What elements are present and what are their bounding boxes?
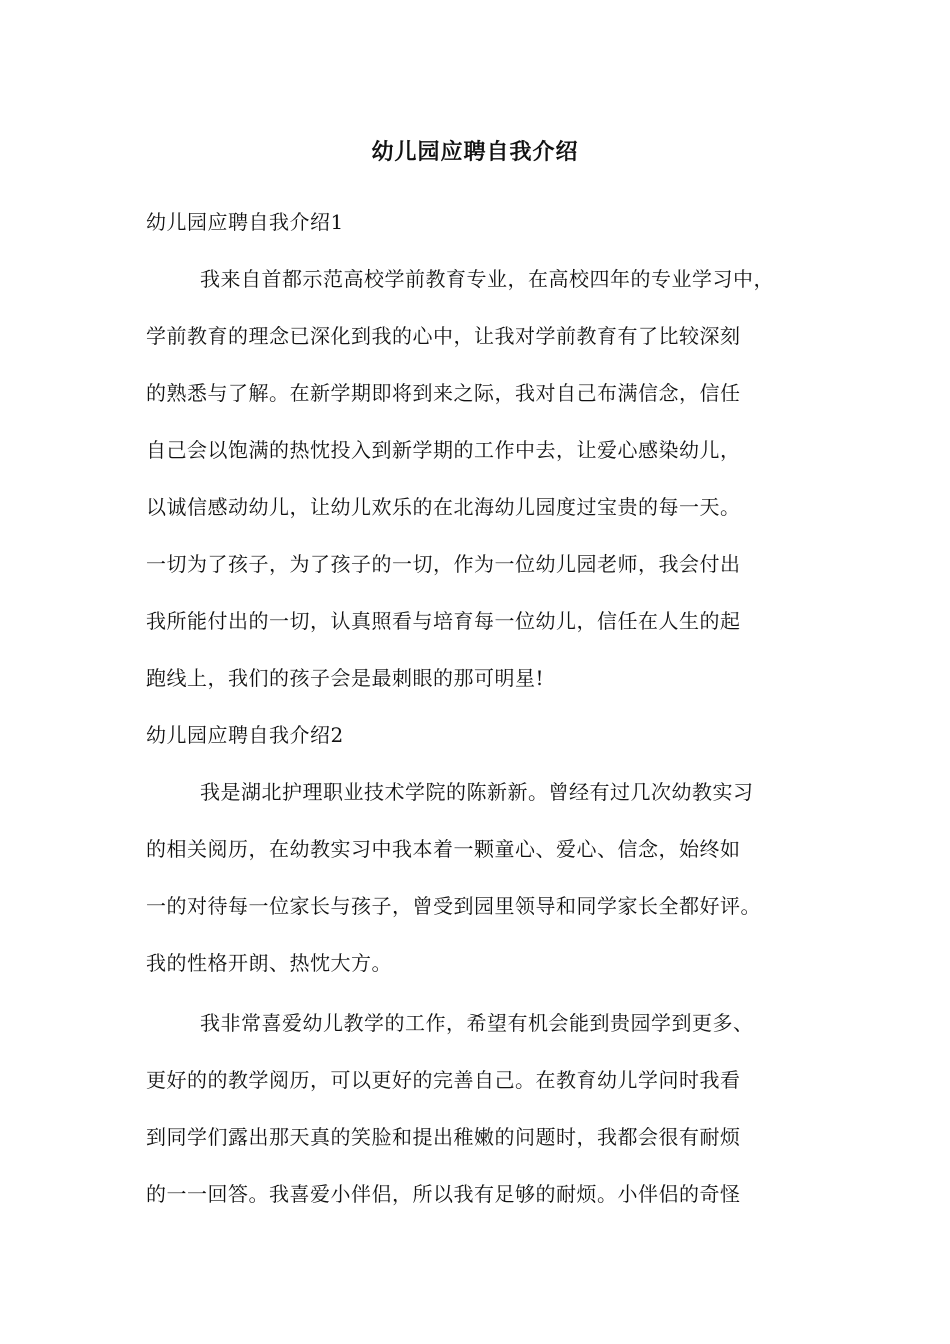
paragraph-line: 的熟悉与了解。在新学期即将到来之际，我对自己布满信念，信任 [146, 381, 741, 405]
paragraph-line: 我非常喜爱幼儿教学的工作，希望有机会能到贵园学到更多、 [200, 1011, 754, 1035]
paragraph-line: 到同学们露出那天真的笑脸和提出稚嫩的问题时，我都会很有耐烦 [146, 1125, 741, 1149]
paragraph-line: 跑线上，我们的孩子会是最刺眼的那可明星! [146, 666, 545, 690]
paragraph-line: 我是湖北护理职业技术学院的陈新新。曾经有过几次幼教实习 [200, 780, 754, 804]
paragraph-line: 我来自首都示范高校学前教育专业，在高校四年的专业学习中， [200, 267, 774, 291]
paragraph-line: 一切为了孩子，为了孩子的一切，作为一位幼儿园老师，我会付出 [146, 552, 741, 576]
paragraph-line: 以诚信感动幼儿，让幼儿欢乐的在北海幼儿园度过宝贵的每一天。 [146, 495, 741, 519]
paragraph-line: 一的对待每一位家长与孩子，曾受到园里领导和同学家长全都好评。 [146, 894, 761, 918]
paragraph-line: 我的性格开朗、热忱大方。 [146, 951, 392, 975]
paragraph-line: 我所能付出的一切，认真照看与培育每一位幼儿，信任在人生的起 [146, 609, 741, 633]
paragraph-line: 自己会以饱满的热忱投入到新学期的工作中去，让爱心感染幼儿， [146, 438, 741, 462]
section-heading-2: 幼儿园应聘自我介绍2 [146, 723, 344, 747]
paragraph-line: 更好的的教学阅历，可以更好的完善自己。在教育幼儿学问时我看 [146, 1068, 741, 1092]
paragraph-line: 的相关阅历，在幼教实习中我本着一颗童心、爱心、信念，始终如 [146, 837, 741, 861]
paragraph-line: 的一一回答。我喜爱小伴侣，所以我有足够的耐烦。小伴侣的奇怪 [146, 1182, 741, 1206]
section-heading-1: 幼儿园应聘自我介绍1 [146, 210, 344, 234]
document-title: 幼儿园应聘自我介绍 [371, 139, 579, 165]
paragraph-line: 学前教育的理念已深化到我的心中，让我对学前教育有了比较深刻 [146, 324, 741, 348]
